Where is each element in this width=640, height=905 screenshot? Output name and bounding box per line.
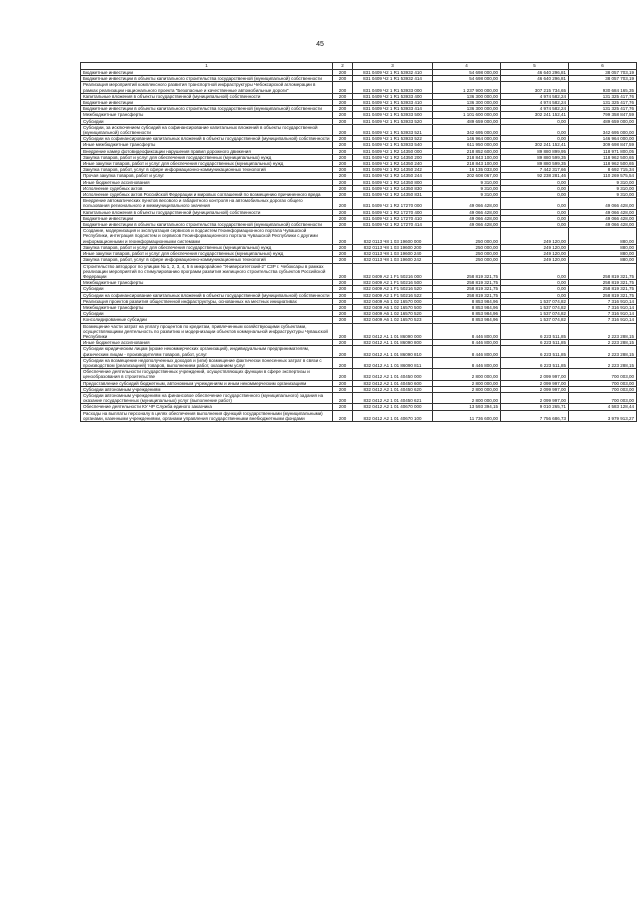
row-executed-amount: 6 223 511,85 (501, 346, 569, 357)
row-unexecuted-amount: 2 223 288,15 (569, 346, 637, 357)
row-classification-code: 831 0409 Ч2 1 R1 53933 410 (353, 100, 433, 106)
row-unexecuted-amount: 7 316 910,14 (569, 298, 637, 304)
row-classification-code: 831 0409 Ч2 1 R2 14350 200 (353, 154, 433, 160)
row-executed-amount: 249 120,00 (501, 228, 569, 245)
row-approved-amount: 489 659 000,00 (433, 118, 501, 124)
row-approved-amount: 258 819 321,75 (433, 280, 501, 286)
row-admin-code: 200 (333, 298, 353, 304)
row-description: Возмещение части затрат на уплату процентов по кредитам, привлеченным хозяйствующими субъектами, осуществляющими деятельность по развитию и модернизации объектов коммунальной инфраструктуры Чувашской Республики (81, 323, 333, 340)
row-classification-code: 832 0412 А2 1 01 40450 600 (353, 380, 433, 386)
column-header: 1 (81, 63, 333, 70)
row-executed-amount: 7 442 317,66 (501, 167, 569, 173)
row-approved-amount: 9 310,00 (433, 185, 501, 191)
row-description: Субсидии (81, 286, 333, 292)
row-admin-code: 200 (333, 228, 353, 245)
row-admin-code: 200 (333, 386, 353, 392)
row-approved-amount: 8 853 984,96 (433, 304, 501, 310)
row-admin-code: 200 (333, 380, 353, 386)
row-admin-code: 200 (333, 93, 353, 99)
row-unexecuted-amount: 146 964 000,00 (569, 136, 637, 142)
row-unexecuted-amount: 110 269 575,54 (569, 173, 637, 179)
row-description: Внедрение автоматических пунктов весового и габаритного контроля на автомобильных дорогах общего пользования регионального и межмуниципального значения (81, 198, 333, 209)
row-approved-amount: 8 853 984,96 (433, 317, 501, 323)
row-unexecuted-amount: 49 066 428,00 (569, 222, 637, 228)
row-admin-code: 200 (333, 142, 353, 148)
row-unexecuted-amount: 258 819 321,75 (569, 286, 637, 292)
row-description: Субсидии юридическим лицам (кроме некоммерческих организаций), индивидуальным предпринимателям, физическим лицам - производителям товаров, работ, услуг (81, 346, 333, 357)
row-approved-amount: 49 066 428,00 (433, 198, 501, 209)
row-approved-amount: 218 843 100,00 (433, 161, 501, 167)
row-approved-amount: 136 300 000,00 (433, 100, 501, 106)
row-classification-code: 832 0113 Ч8 1 03 19600 000 (353, 228, 433, 245)
row-admin-code: 200 (333, 70, 353, 76)
row-executed-amount: 0,00 (501, 280, 569, 286)
row-approved-amount: 250 000,00 (433, 257, 501, 263)
row-approved-amount: 49 066 428,00 (433, 209, 501, 215)
column-header: 4 (433, 63, 501, 70)
row-admin-code: 200 (333, 167, 353, 173)
row-approved-amount: 258 819 321,75 (433, 292, 501, 298)
table-row (81, 263, 637, 280)
row-unexecuted-amount: 7 316 910,14 (569, 311, 637, 317)
row-unexecuted-amount: 49 066 428,00 (569, 198, 637, 209)
row-unexecuted-amount: 9 310,00 (569, 185, 637, 191)
row-approved-amount: 16 135 033,00 (433, 167, 501, 173)
row-classification-code: 832 0113 Ч8 1 03 19600 240 (353, 251, 433, 257)
row-unexecuted-amount: 2 223 288,15 (569, 357, 637, 368)
row-classification-code: 832 0409 А2 1 F1 50216 520 (353, 286, 433, 292)
row-admin-code: 200 (333, 106, 353, 112)
row-classification-code: 832 0412 А1 1 01 86090 800 (353, 340, 433, 346)
row-description: Предоставление субсидий бюджетным, автономным учреждениям и иным некоммерческим организациям (81, 380, 333, 386)
row-classification-code: 831 0409 Ч2 1 R1 53933 520 (353, 118, 433, 124)
row-description: Капитальные вложения в объекты государственной (муниципальной) собственности (81, 93, 333, 99)
row-unexecuted-amount: 118 962 500,65 (569, 161, 637, 167)
row-description: Субсидии (81, 118, 333, 124)
row-classification-code: 831 0409 Ч2 1 R2 17270 410 (353, 215, 433, 221)
row-admin-code: 200 (333, 198, 353, 209)
row-description: Межбюджетные трансферты (81, 112, 333, 118)
row-executed-amount: 1 537 074,82 (501, 298, 569, 304)
row-executed-amount: 0,00 (501, 209, 569, 215)
row-admin-code: 200 (333, 192, 353, 198)
row-unexecuted-amount: 258 819 321,75 (569, 280, 637, 286)
row-unexecuted-amount: 700 003,00 (569, 386, 637, 392)
row-approved-amount: 202 608 067,00 (433, 173, 501, 179)
row-description: Межбюджетные трансферты (81, 280, 333, 286)
row-approved-amount: 136 300 000,00 (433, 93, 501, 99)
row-classification-code: 831 0409 Ч2 1 R2 17270 400 (353, 209, 433, 215)
row-executed-amount: 9 010 265,71 (501, 404, 569, 410)
row-executed-amount: 46 640 296,81 (501, 70, 569, 76)
row-description: Иные бюджетные ассигнования (81, 340, 333, 346)
row-admin-code: 200 (333, 173, 353, 179)
row-executed-amount: 0,00 (501, 222, 569, 228)
row-unexecuted-amount: 118 962 500,65 (569, 154, 637, 160)
row-approved-amount: 8 446 800,00 (433, 323, 501, 340)
row-classification-code: 832 0113 Ч8 1 03 19600 242 (353, 257, 433, 263)
row-admin-code: 200 (333, 100, 353, 106)
row-approved-amount: 2 800 000,00 (433, 380, 501, 386)
row-classification-code: 832 0113 Ч8 1 03 19600 200 (353, 244, 433, 250)
row-description: Субсидии на софинансирование капитальных вложений в объекты государственной (муниципальной) собственности (81, 136, 333, 142)
row-unexecuted-amount: 8 692 715,34 (569, 167, 637, 173)
row-description: Строительство автодорог по улицам № 1, 2, 3, 4, 5 в микрорайоне "Университетский-2" СЗР г. Чебоксары в рамках реализации мероприятий по стимулированию программ развития жилищного строительства субъектов Российской Федерации (81, 263, 333, 280)
row-admin-code: 200 (333, 209, 353, 215)
row-classification-code: 831 0409 Ч2 1 R2 14350 242 (353, 167, 433, 173)
row-unexecuted-amount: 700 003,00 (569, 369, 637, 380)
row-description: Внедрение камер фотовидеофиксации нарушения правил дорожного движения (81, 148, 333, 154)
row-executed-amount: 0,00 (501, 263, 569, 280)
row-executed-amount: 92 238 281,46 (501, 173, 569, 179)
row-description: Бюджетные инвестиции в объекты капитального строительства государственной (муниципальной) собственности (81, 106, 333, 112)
row-executed-amount: 0,00 (501, 136, 569, 142)
table-row (81, 357, 637, 368)
row-approved-amount: 8 446 800,00 (433, 340, 501, 346)
row-admin-code: 200 (333, 215, 353, 221)
row-approved-amount: 11 736 600,00 (433, 410, 501, 421)
row-unexecuted-amount: 258 819 321,75 (569, 263, 637, 280)
row-classification-code: 831 0409 Ч2 1 R2 17270 000 (353, 198, 433, 209)
row-executed-amount: 6 223 511,85 (501, 323, 569, 340)
row-admin-code: 200 (333, 404, 353, 410)
row-classification-code: 832 0412 А2 1 01 40670 100 (353, 410, 433, 421)
row-admin-code: 200 (333, 410, 353, 421)
table-row (81, 228, 637, 245)
row-classification-code: 832 0412 А2 1 01 40450 621 (353, 392, 433, 403)
row-executed-amount: 89 880 599,35 (501, 161, 569, 167)
row-executed-amount: 2 099 997,00 (501, 369, 569, 380)
table-body (81, 70, 637, 422)
row-approved-amount: 9 310,00 (433, 179, 501, 185)
row-executed-amount: 1 537 074,82 (501, 311, 569, 317)
row-admin-code: 200 (333, 251, 353, 257)
row-classification-code: 832 0412 А1 1 01 86090 811 (353, 357, 433, 368)
row-approved-amount: 342 695 000,00 (433, 124, 501, 135)
row-executed-amount: 0,00 (501, 179, 569, 185)
row-admin-code: 200 (333, 136, 353, 142)
row-approved-amount: 1 101 600 000,00 (433, 112, 501, 118)
row-approved-amount: 250 000,00 (433, 251, 501, 257)
row-executed-amount: 249 120,00 (501, 244, 569, 250)
row-classification-code: 832 0412 А1 1 01 86090 000 (353, 323, 433, 340)
row-unexecuted-amount: 489 659 000,00 (569, 118, 637, 124)
row-classification-code: 831 0409 Ч2 1 R1 53933 521 (353, 124, 433, 135)
row-admin-code: 200 (333, 222, 353, 228)
row-approved-amount: 8 446 800,00 (433, 357, 501, 368)
row-unexecuted-amount: 880,00 (569, 228, 637, 245)
row-approved-amount: 1 237 900 000,00 (433, 82, 501, 93)
row-unexecuted-amount: 700 003,00 (569, 392, 637, 403)
row-classification-code: 831 0409 Ч2 1 R1 53933 000 (353, 82, 433, 93)
row-description: Бюджетные инвестиции (81, 70, 333, 76)
row-approved-amount: 2 800 000,00 (433, 386, 501, 392)
row-unexecuted-amount: 49 066 428,00 (569, 215, 637, 221)
row-unexecuted-amount: 9 310,00 (569, 192, 637, 198)
row-unexecuted-amount: 309 698 847,59 (569, 142, 637, 148)
row-unexecuted-amount: 131 325 417,76 (569, 106, 637, 112)
row-classification-code: 832 0409 А6 1 02 16570 000 (353, 298, 433, 304)
row-approved-amount: 250 000,00 (433, 244, 501, 250)
table-row (81, 323, 637, 340)
row-description: Обеспечение деятельности государственных учреждений, осуществляющих функции в сфере экспертизы и ценообразования в строительстве (81, 369, 333, 380)
row-classification-code: 831 0409 Ч2 1 R1 53933 522 (353, 136, 433, 142)
row-executed-amount: 2 099 997,00 (501, 386, 569, 392)
row-classification-code: 831 0409 Ч2 1 R2 14350 000 (353, 148, 433, 154)
row-executed-amount: 302 241 152,41 (501, 142, 569, 148)
row-admin-code: 200 (333, 179, 353, 185)
row-admin-code: 200 (333, 112, 353, 118)
row-description: Иные бюджетные ассигнования (81, 179, 333, 185)
table-row (81, 410, 637, 421)
column-header: 6 (569, 63, 637, 70)
row-description: Закупка товаров, работ, услуг в сфере информационно-коммуникационных технологий (81, 167, 333, 173)
row-description: Субсидии автономным учреждениям на финансовое обеспечение государственного (муниципального) задания на оказание государственных (муниципальных) услуг (выполнение работ) (81, 392, 333, 403)
table-row (81, 369, 637, 380)
row-classification-code: 831 0409 Ч2 1 R1 53932 414 (353, 76, 433, 82)
row-unexecuted-amount: 49 066 428,00 (569, 209, 637, 215)
row-description: Бюджетные инвестиции в объекты капитального строительства государственной (муниципальной) собственности (81, 76, 333, 82)
column-header: 3 (353, 63, 433, 70)
row-admin-code: 200 (333, 257, 353, 263)
row-approved-amount: 258 819 321,75 (433, 263, 501, 280)
row-classification-code: 831 0409 Ч2 1 R2 14350 830 (353, 185, 433, 191)
row-executed-amount: 4 974 582,24 (501, 106, 569, 112)
row-admin-code: 200 (333, 323, 353, 340)
row-description: Консолидированные субсидии (81, 317, 333, 323)
row-executed-amount: 1 537 074,82 (501, 317, 569, 323)
row-executed-amount: 249 120,00 (501, 257, 569, 263)
row-admin-code: 200 (333, 340, 353, 346)
row-admin-code: 200 (333, 317, 353, 323)
row-classification-code: 831 0409 Ч2 1 R2 14350 244 (353, 173, 433, 179)
row-approved-amount: 136 300 000,00 (433, 106, 501, 112)
row-executed-amount: 0,00 (501, 118, 569, 124)
row-admin-code: 200 (333, 304, 353, 310)
row-executed-amount: 46 640 296,81 (501, 76, 569, 82)
row-executed-amount: 6 223 511,85 (501, 357, 569, 368)
row-admin-code: 200 (333, 346, 353, 357)
row-description: Бюджетные инвестиции (81, 215, 333, 221)
row-unexecuted-amount: 799 358 847,59 (569, 112, 637, 118)
row-description: Исполнение судебных актов Российской Федерации и мировых соглашений по возмещению причиненного вреда (81, 192, 333, 198)
row-admin-code: 200 (333, 185, 353, 191)
table-row (81, 198, 637, 209)
row-description: Создание, модернизация и эксплуатация сервисов и подсистем Геоинформационного портала Чувашской Республики, интеграция подсистем и сервисов Геоинформационного портала Чувашской Республики с другими информационными и геоинформационными системами (81, 228, 333, 245)
row-admin-code: 200 (333, 357, 353, 368)
row-executed-amount: 4 974 582,24 (501, 100, 569, 106)
row-approved-amount: 218 843 100,00 (433, 154, 501, 160)
row-executed-amount: 89 880 899,95 (501, 148, 569, 154)
row-approved-amount: 218 852 600,00 (433, 148, 501, 154)
row-classification-code: 832 0409 А6 1 02 16570 520 (353, 311, 433, 317)
row-classification-code: 832 0412 А2 1 01 40450 000 (353, 369, 433, 380)
row-description: Субсидии автономным учреждениям (81, 386, 333, 392)
row-description: Закупка товаров, работ и услуг для обеспечения государственных (муниципальных) нужд (81, 154, 333, 160)
table-row (81, 346, 637, 357)
row-executed-amount: 2 099 997,00 (501, 380, 569, 386)
row-description: Закупка товаров, работ и услуг для обеспечения государственных (муниципальных) нужд (81, 244, 333, 250)
row-admin-code: 200 (333, 76, 353, 82)
row-approved-amount: 2 800 000,00 (433, 392, 501, 403)
row-classification-code: 831 0409 Ч2 1 R2 14350 800 (353, 179, 433, 185)
row-description: Реализация мероприятий комплексного развития транспортной инфраструктуры Чебоксарской агломерации в рамках реализации национального проекта "Безопасные и качественные автомобильные дороги" (81, 82, 333, 93)
row-unexecuted-amount: 2 223 288,15 (569, 323, 637, 340)
row-executed-amount: 0,00 (501, 292, 569, 298)
row-unexecuted-amount: 930 684 165,35 (569, 82, 637, 93)
row-approved-amount: 8 446 800,00 (433, 346, 501, 357)
row-classification-code: 831 0409 Ч2 1 R1 53933 540 (353, 142, 433, 148)
row-description: Межбюджетные трансферты (81, 304, 333, 310)
row-description: Иные закупки товаров, работ и услуг для обеспечения государственных (муниципальных) нужд (81, 251, 333, 257)
row-executed-amount: 1 537 074,82 (501, 304, 569, 310)
row-classification-code: 831 0409 Ч2 1 R2 17270 414 (353, 222, 433, 228)
row-description: Иные закупки товаров, работ и услуг для обеспечения государственных (муниципальных) нужд (81, 161, 333, 167)
row-approved-amount: 49 066 428,00 (433, 215, 501, 221)
row-unexecuted-amount: 258 819 321,75 (569, 292, 637, 298)
row-approved-amount: 258 819 321,75 (433, 286, 501, 292)
budget-execution-table (80, 62, 637, 422)
row-admin-code: 200 (333, 392, 353, 403)
row-unexecuted-amount: 118 971 800,05 (569, 148, 637, 154)
row-admin-code: 200 (333, 292, 353, 298)
row-executed-amount: 0,00 (501, 215, 569, 221)
row-admin-code: 200 (333, 369, 353, 380)
row-classification-code: 832 0412 А1 1 01 86090 810 (353, 346, 433, 357)
row-approved-amount: 54 698 000,00 (433, 76, 501, 82)
row-admin-code: 200 (333, 280, 353, 286)
row-description: Субсидии, за исключением субсидий на софинансирование капитальных вложений в объекты государственной (муниципальной) собственности (81, 124, 333, 135)
row-executed-amount: 302 241 152,41 (501, 112, 569, 118)
column-header: 2 (333, 63, 353, 70)
row-unexecuted-amount: 700 003,00 (569, 380, 637, 386)
row-approved-amount: 13 593 394,15 (433, 404, 501, 410)
row-admin-code: 200 (333, 244, 353, 250)
row-approved-amount: 8 853 984,96 (433, 298, 501, 304)
row-unexecuted-amount: 880,00 (569, 257, 637, 263)
row-unexecuted-amount: 4 583 128,44 (569, 404, 637, 410)
row-description: Прочая закупка товаров, работ и услуг (81, 173, 333, 179)
row-unexecuted-amount: 7 316 910,14 (569, 317, 637, 323)
row-unexecuted-amount: 880,00 (569, 244, 637, 250)
row-executed-amount: 0,00 (501, 192, 569, 198)
row-admin-code: 200 (333, 154, 353, 160)
row-unexecuted-amount: 880,00 (569, 251, 637, 257)
row-description: Закупка товаров, работ, услуг в сфере информационно-коммуникационных технологий (81, 257, 333, 263)
row-admin-code: 200 (333, 124, 353, 135)
row-description: Субсидии на возмещение недополученных доходов и (или) возмещение фактически понесенных затрат в связи с производством (реализацией) товаров, выполнением работ, оказанием услуг (81, 357, 333, 368)
row-unexecuted-amount: 2 223 288,15 (569, 340, 637, 346)
table-header-row (81, 63, 637, 70)
row-admin-code: 200 (333, 311, 353, 317)
row-classification-code: 832 0409 А6 1 02 16570 523 (353, 317, 433, 323)
table-row (81, 82, 637, 93)
row-classification-code: 832 0409 А2 1 F1 50216 522 (353, 292, 433, 298)
row-description: Иные межбюджетные трансферты (81, 142, 333, 148)
row-classification-code: 832 0409 А6 1 02 16570 500 (353, 304, 433, 310)
row-classification-code: 831 0409 Ч2 1 R1 53932 410 (353, 70, 433, 76)
row-classification-code: 831 0409 Ч2 1 R2 14350 240 (353, 161, 433, 167)
row-approved-amount: 49 066 428,00 (433, 222, 501, 228)
row-unexecuted-amount: 3 979 913,27 (569, 410, 637, 421)
row-unexecuted-amount: 38 057 703,19 (569, 76, 637, 82)
row-description: Бюджетные инвестиции в объекты капитального строительства государственной (муниципальной) собственности (81, 222, 333, 228)
row-description: Обеспечение деятельности КУ ЧР Служба единого заказчика (81, 404, 333, 410)
row-executed-amount: 249 120,00 (501, 251, 569, 257)
row-unexecuted-amount: 131 325 417,76 (569, 100, 637, 106)
row-executed-amount: 0,00 (501, 198, 569, 209)
row-classification-code: 832 0412 А2 1 01 40670 000 (353, 404, 433, 410)
row-executed-amount: 307 215 734,65 (501, 82, 569, 93)
row-executed-amount: 6 223 511,85 (501, 340, 569, 346)
row-admin-code: 200 (333, 263, 353, 280)
row-classification-code: 831 0409 Ч2 1 R1 53933 414 (353, 106, 433, 112)
row-classification-code: 832 0409 А2 1 F1 50216 500 (353, 280, 433, 286)
row-description: Капитальные вложения в объекты государственной (муниципальной) собственности (81, 209, 333, 215)
row-admin-code: 200 (333, 118, 353, 124)
row-executed-amount: 0,00 (501, 124, 569, 135)
page-number: 45 (316, 41, 324, 48)
row-executed-amount: 2 099 997,00 (501, 392, 569, 403)
row-classification-code: 832 0409 А2 1 F1 50216 000 (353, 263, 433, 280)
row-unexecuted-amount: 342 695 000,00 (569, 124, 637, 135)
row-description: Бюджетные инвестиции (81, 100, 333, 106)
row-unexecuted-amount: 7 316 910,14 (569, 304, 637, 310)
row-description: Субсидии (81, 311, 333, 317)
table-row (81, 392, 637, 403)
row-classification-code: 832 0412 А2 1 01 40450 620 (353, 386, 433, 392)
row-executed-amount: 0,00 (501, 286, 569, 292)
column-header: 5 (501, 63, 569, 70)
row-unexecuted-amount: 38 057 703,19 (569, 70, 637, 76)
row-admin-code: 200 (333, 286, 353, 292)
row-approved-amount: 2 800 000,00 (433, 369, 501, 380)
row-description: Реализация проектов развития общественной инфраструктуры, основанных на местных инициативах (81, 298, 333, 304)
row-description: Расходы на выплаты персоналу в целях обеспечения выполнения функций государственными (муниципальными) органами, казенными учреждениями, органами управления государственными внебюджетными фондами (81, 410, 333, 421)
row-executed-amount: 89 880 599,35 (501, 154, 569, 160)
row-description: Субсидии на софинансирование капитальных вложений в объекты государственной (муниципальной) собственности (81, 292, 333, 298)
row-unexecuted-amount: 131 325 417,76 (569, 93, 637, 99)
table-row (81, 124, 637, 135)
row-classification-code: 831 0409 Ч2 1 R2 14350 831 (353, 192, 433, 198)
row-classification-code: 831 0409 Ч2 1 R1 53933 500 (353, 112, 433, 118)
row-approved-amount: 54 698 000,00 (433, 70, 501, 76)
row-unexecuted-amount: 9 310,00 (569, 179, 637, 185)
row-approved-amount: 9 310,00 (433, 192, 501, 198)
row-description: Исполнение судебных актов (81, 185, 333, 191)
row-admin-code: 200 (333, 82, 353, 93)
row-approved-amount: 146 964 000,00 (433, 136, 501, 142)
row-approved-amount: 250 000,00 (433, 228, 501, 245)
row-classification-code: 831 0409 Ч2 1 R1 53933 400 (353, 93, 433, 99)
row-approved-amount: 611 950 000,00 (433, 142, 501, 148)
row-executed-amount: 0,00 (501, 185, 569, 191)
row-admin-code: 200 (333, 161, 353, 167)
row-executed-amount: 4 974 582,24 (501, 93, 569, 99)
row-approved-amount: 8 853 984,96 (433, 311, 501, 317)
row-admin-code: 200 (333, 148, 353, 154)
row-executed-amount: 7 756 686,73 (501, 410, 569, 421)
